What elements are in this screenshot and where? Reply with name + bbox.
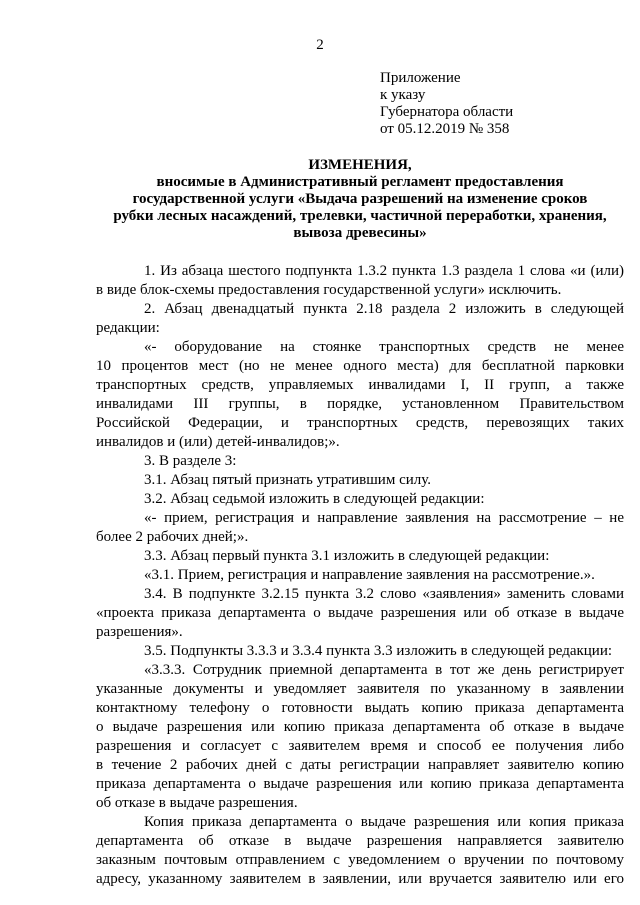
body-text-line: инвалидов и (или) детей-инвалидов;». bbox=[96, 434, 340, 450]
body-text-line: Копия приказа департамента о выдаче разрешения или копия приказа bbox=[144, 814, 624, 830]
heading-line: рубки лесных насаждений, трелевки, частичной переработки, хранения, bbox=[113, 208, 607, 224]
body-text-line: инвалидами III группы, в порядке, установленном Правительством bbox=[96, 396, 624, 412]
page-number: 2 bbox=[316, 37, 324, 53]
body-text-line: более 2 рабочих дней;». bbox=[96, 529, 249, 545]
appendix-line: от 05.12.2019 № 358 bbox=[380, 121, 510, 137]
body-text-line: 3.2. Абзац седьмой изложить в следующей редакции: bbox=[144, 491, 485, 507]
body-text-line: адресу, указанному заявителем в заявлении, или вручается заявителю или его bbox=[96, 871, 624, 887]
body-text-line: «- прием, регистрация и направление заявления на рассмотрение – не bbox=[144, 510, 624, 526]
body-text-line: 2. Абзац двенадцатый пункта 2.18 раздела 2 изложить в следующей bbox=[144, 301, 624, 317]
body-text-line: «3.1. Прием, регистрация и направление заявления на рассмотрение.». bbox=[144, 567, 595, 583]
body-text-line: 3.5. Подпункты 3.3.3 и 3.3.4 пункта 3.3 изложить в следующей редакции: bbox=[144, 643, 613, 659]
document-body bbox=[96, 262, 624, 889]
heading-line: государственной услуги «Выдача разрешений на изменение сроков bbox=[132, 191, 588, 207]
body-text-line: транспортных средств, управляемых инвалидами I, II групп, а также bbox=[96, 377, 624, 393]
body-text-line: Российской Федерации, и транспортных средств, перевозящих таких bbox=[96, 415, 624, 431]
document-heading bbox=[96, 157, 624, 242]
appendix-line: Губернатора области bbox=[380, 104, 514, 120]
body-text-line: 3.1. Абзац пятый признать утратившим силу. bbox=[144, 472, 431, 488]
body-text-line: «проекта приказа департамента о выдаче разрешения или об отказе в выдаче bbox=[96, 605, 624, 621]
appendix-line: к указу bbox=[380, 87, 426, 103]
body-text-line: 3. В разделе 3: bbox=[144, 453, 237, 469]
heading-line: вносимые в Административный регламент предоставления bbox=[156, 174, 564, 190]
body-text-line: редакции: bbox=[96, 320, 160, 336]
body-text-line: заказным почтовым отправлением с уведомлением о вручении по почтовому bbox=[96, 852, 624, 868]
body-text-line: 3.4. В подпункте 3.2.15 пункта 3.2 слово «заявления» заменить словами bbox=[144, 586, 624, 602]
body-text-line: указанные документы и уведомляет заявителя по указанному в заявлении bbox=[96, 681, 624, 697]
appendix-line: Приложение bbox=[380, 70, 461, 86]
body-text-line: 10 процентов мест (но не менее одного места) для бесплатной парковки bbox=[96, 358, 624, 374]
body-text-line: об отказе в выдаче разрешения. bbox=[96, 795, 298, 811]
body-text-line: в течение 2 рабочих дней с даты регистрации направляет заявителю копию bbox=[96, 757, 624, 773]
body-text-line: приказа департамента о выдаче разрешения или копию приказа департамента bbox=[96, 776, 624, 792]
body-text-line: 3.3. Абзац первый пункта 3.1 изложить в следующей редакции: bbox=[144, 548, 550, 564]
body-text-line: в виде блок-схемы предоставления государственной услуги» исключить. bbox=[96, 282, 562, 298]
body-text-line: о выдаче разрешения или копию приказа департамента об отказе в выдаче bbox=[96, 719, 624, 735]
body-text-line: контактному телефону о готовности выдать копию приказа департамента bbox=[96, 700, 624, 716]
body-text-line: департамента об отказе в выдаче разрешения направляется заявителю bbox=[96, 833, 624, 849]
heading-line: вывоза древесины» bbox=[293, 225, 427, 241]
body-text-line: разрешения». bbox=[96, 624, 183, 640]
heading-line: ИЗМЕНЕНИЯ, bbox=[308, 157, 412, 173]
body-text-line: 1. Из абзаца шестого подпункта 1.3.2 пункта 1.3 раздела 1 слова «и (или) bbox=[144, 263, 624, 279]
appendix-block bbox=[380, 70, 513, 138]
body-text-line: «- оборудование на стоянке транспортных средств не менее bbox=[144, 339, 624, 355]
body-text-line: «3.3.3. Сотрудник приемной департамента в тот же день регистрирует bbox=[144, 662, 624, 678]
body-text-line: разрешения и согласует с заявителем время и способ ее получения либо bbox=[96, 738, 624, 754]
